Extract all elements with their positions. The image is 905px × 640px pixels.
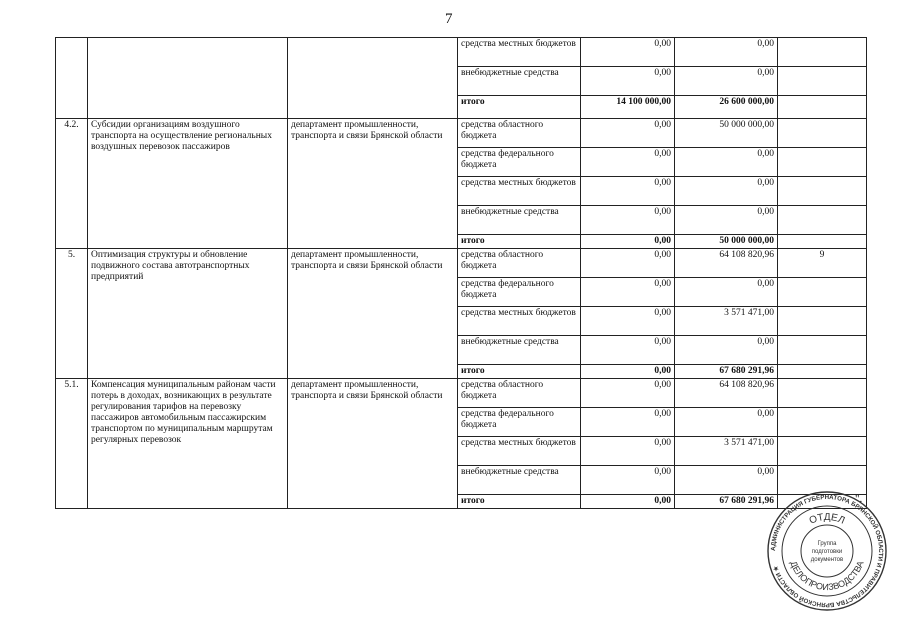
activity-name: Субсидии организациям воздушного транспорта на осуществление региональных воздушных перевозок пассажиров bbox=[88, 119, 288, 249]
value-2016: 50 000 000,00 bbox=[675, 119, 778, 148]
value-2015: 0,00 bbox=[581, 336, 675, 365]
table-row bbox=[56, 379, 867, 408]
indicator-number: 9 bbox=[778, 249, 867, 278]
funding-source: средства федерального бюджета bbox=[458, 148, 581, 177]
activity-name: Оптимизация структуры и обновление подвижного состава автотранспортных предприятий bbox=[88, 249, 288, 379]
stamp-bottom-text: ДЕЛОПРОИЗВОДСТВА bbox=[788, 559, 866, 593]
indicator-cell bbox=[778, 177, 867, 206]
stamp-line-3: документов bbox=[810, 557, 844, 563]
executor: департамент промышленности, транспорта и связи Брянской области bbox=[288, 379, 458, 509]
value-2016: 3 571 471,00 bbox=[675, 307, 778, 336]
funding-source: средства областного бюджета bbox=[458, 249, 581, 278]
funding-source: средства федерального бюджета bbox=[458, 408, 581, 437]
value-2015: 0,00 bbox=[581, 206, 675, 235]
funding-source: внебюджетные средства bbox=[458, 206, 581, 235]
row-number: 4.2. bbox=[56, 119, 88, 249]
value-2015: 0,00 bbox=[581, 67, 675, 96]
page-number: 7 bbox=[445, 11, 453, 27]
value-2015: 0,00 bbox=[581, 38, 675, 67]
closing-quote-mark: ". bbox=[855, 493, 863, 505]
value-2015: 0,00 bbox=[581, 148, 675, 177]
indicator-number bbox=[778, 379, 867, 408]
value-2015: 0,00 bbox=[581, 365, 675, 379]
value-2016: 67 680 291,96 bbox=[675, 365, 778, 379]
value-2016: 64 108 820,96 bbox=[675, 379, 778, 408]
activity-name: Компенсация муниципальным районам части потерь в доходах, возникающих в результате регулирования тарифов на перевозку пассажиров автомобильным пассажирским транспортом по муниципальным маршрутам регулярных перевозок bbox=[88, 379, 288, 509]
value-2016: 0,00 bbox=[675, 336, 778, 365]
value-2015: 0,00 bbox=[581, 119, 675, 148]
funding-source: внебюджетные средства bbox=[458, 336, 581, 365]
value-2016: 64 108 820,96 bbox=[675, 249, 778, 278]
funding-source: средства местных бюджетов bbox=[458, 307, 581, 336]
value-2016: 0,00 bbox=[675, 38, 778, 67]
stamp-line-2: подготовки bbox=[811, 549, 843, 555]
value-2016: 50 000 000,00 bbox=[675, 235, 778, 249]
indicator-cell bbox=[778, 235, 867, 249]
value-2015: 0,00 bbox=[581, 249, 675, 278]
department-stamp bbox=[766, 490, 888, 612]
indicator-cell bbox=[778, 278, 867, 307]
funding-source: итого bbox=[458, 235, 581, 249]
value-2016: 0,00 bbox=[675, 278, 778, 307]
indicator-cell bbox=[778, 365, 867, 379]
value-2015: 14 100 000,00 bbox=[581, 96, 675, 119]
value-2016: 0,00 bbox=[675, 177, 778, 206]
funding-source: средства местных бюджетов bbox=[458, 437, 581, 466]
funding-source: итого bbox=[458, 365, 581, 379]
table-row bbox=[56, 38, 867, 67]
funding-source: средства местных бюджетов bbox=[458, 38, 581, 67]
value-2016: 0,00 bbox=[675, 466, 778, 495]
value-2015: 0,00 bbox=[581, 278, 675, 307]
table-row bbox=[56, 249, 867, 278]
funding-source: итого bbox=[458, 96, 581, 119]
value-2015: 0,00 bbox=[581, 235, 675, 249]
funding-table bbox=[55, 37, 867, 509]
funding-source: средства областного бюджета bbox=[458, 379, 581, 408]
indicator-number bbox=[778, 119, 867, 148]
indicator-cell bbox=[778, 67, 867, 96]
value-2016: 3 571 471,00 bbox=[675, 437, 778, 466]
funding-source: итого bbox=[458, 495, 581, 509]
value-2016: 67 680 291,96 bbox=[675, 495, 778, 509]
executor: департамент промышленности, транспорта и связи Брянской области bbox=[288, 119, 458, 249]
indicator-cell bbox=[778, 148, 867, 177]
value-2015: 0,00 bbox=[581, 307, 675, 336]
value-2015: 0,00 bbox=[581, 177, 675, 206]
executor: департамент промышленности, транспорта и связи Брянской области bbox=[288, 249, 458, 379]
indicator-cell bbox=[778, 38, 867, 67]
table-row bbox=[56, 119, 867, 148]
indicator-cell bbox=[778, 437, 867, 466]
svg-text:ОТДЕЛ bbox=[808, 512, 846, 527]
indicator-cell bbox=[778, 307, 867, 336]
executor-cell bbox=[288, 38, 458, 119]
indicator-cell bbox=[778, 96, 867, 119]
funding-source: средства местных бюджетов bbox=[458, 177, 581, 206]
row-number: 5. bbox=[56, 249, 88, 379]
row-number: 5.1. bbox=[56, 379, 88, 509]
value-2016: 26 600 000,00 bbox=[675, 96, 778, 119]
funding-source: внебюджетные средства bbox=[458, 67, 581, 96]
stamp-line-1: Группа bbox=[817, 541, 837, 547]
indicator-cell bbox=[778, 408, 867, 437]
stamp-outer-text: АДМИНИСТРАЦИЯ ГУБЕРНАТОРА БРЯНСКОЙ ОБЛАСТИ И ПРАВИТЕЛЬСТВА БРЯНСКОЙ ОБЛАСТИ ★ bbox=[769, 493, 885, 609]
funding-source: внебюджетные средства bbox=[458, 466, 581, 495]
funding-source: средства областного бюджета bbox=[458, 119, 581, 148]
value-2016: 0,00 bbox=[675, 67, 778, 96]
value-2016: 0,00 bbox=[675, 408, 778, 437]
value-2015: 0,00 bbox=[581, 466, 675, 495]
value-2015: 0,00 bbox=[581, 437, 675, 466]
value-2015: 0,00 bbox=[581, 379, 675, 408]
indicator-cell bbox=[778, 336, 867, 365]
value-2015: 0,00 bbox=[581, 408, 675, 437]
stamp-top-text: ОТДЕЛ bbox=[807, 511, 847, 527]
value-2016: 0,00 bbox=[675, 206, 778, 235]
value-2016: 0,00 bbox=[675, 148, 778, 177]
value-2015: 0,00 bbox=[581, 495, 675, 509]
activity-name-cell bbox=[88, 38, 288, 119]
indicator-cell bbox=[778, 206, 867, 235]
funding-source: средства федерального бюджета bbox=[458, 278, 581, 307]
row-number-cell bbox=[56, 38, 88, 119]
